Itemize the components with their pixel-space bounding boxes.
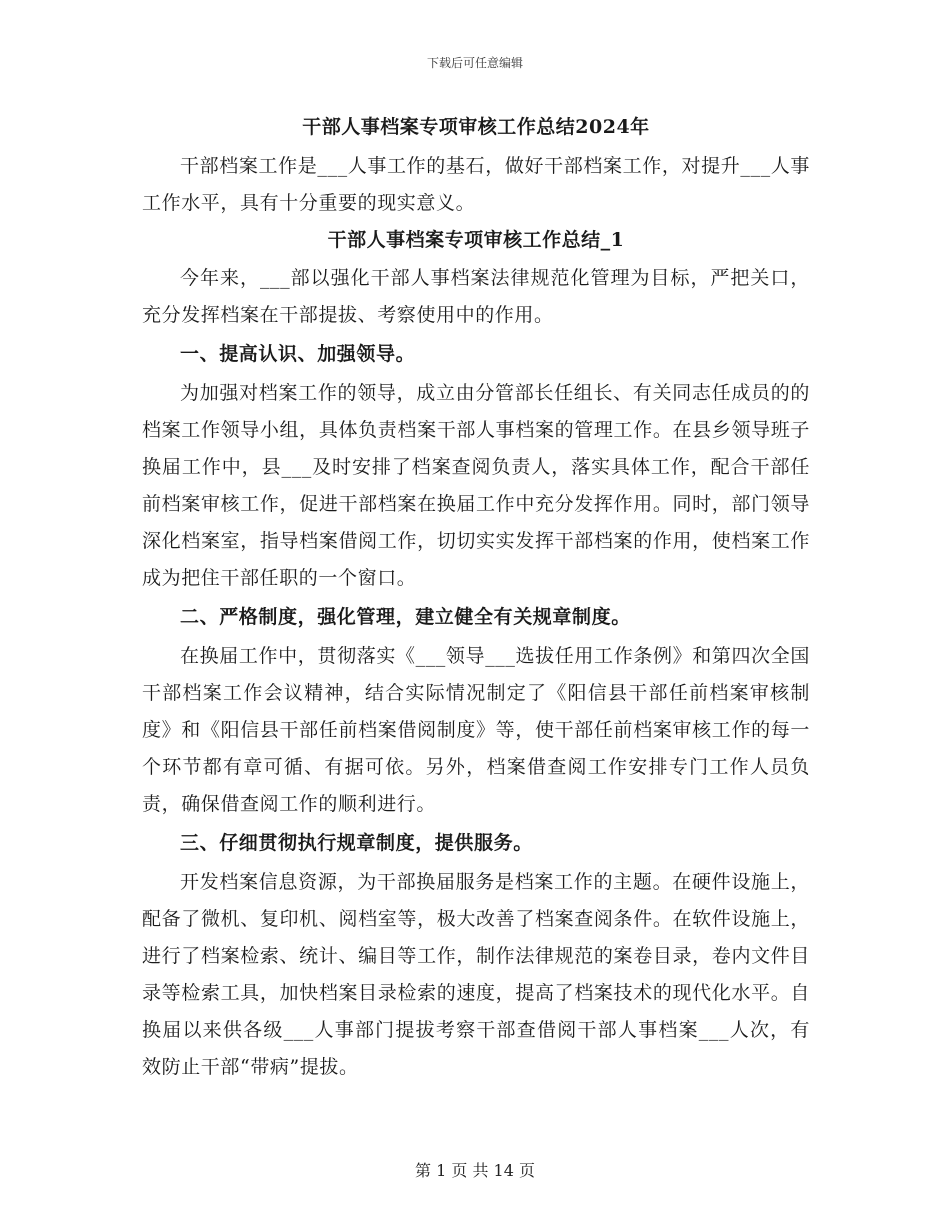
paragraph-1: 今年来，___部以强化干部人事档案法律规范化管理为目标，严把关口，充分发挥档案在干部提拔、考察使用中的作用。 xyxy=(142,267,810,326)
heading-2: 二、严格制度，强化管理，建立健全有关规章制度。 xyxy=(180,606,631,628)
heading-3: 三、仔细贯彻执行规章制度，提供服务。 xyxy=(180,832,533,854)
document-title: 干部人事档案专项审核工作总结2024年 xyxy=(302,116,650,138)
paragraph-2: 为加强对档案工作的领导，成立由分管部长任组长、有关同志任成员的的档案工作领导小组，具体负责档案干部人事档案的管理工作。在县乡领导班子换届工作中，县___及时安排了档案查阅负责人，落实具体工作，配合干部任前档案审核工作，促进干部档案在换届工作中充分发挥作用。同时，部门领导深化档案室，指导档案借阅工作，切切实实发挥干部档案的作用，使档案工作成为把住干部任职的一个窗口。 xyxy=(142,382,810,589)
heading-1: 一、提高认识、加强领导。 xyxy=(180,343,416,365)
paragraph-4: 开发档案信息资源，为干部换届服务是档案工作的主题。在硬件设施上，配备了微机、复印机、阅档室等，极大改善了档案查阅条件。在软件设施上，进行了档案检索、统计、编目等工作，制作法律规范的案卷目录，卷内文件目录等检索工具，加快档案目录检索的速度，提高了档案技术的现代化水平。自换届以来供各级___人事部门提拔考察干部查借阅干部人事档案___人次，有效防止干部“带病”提拔。 xyxy=(142,871,810,1078)
page-footer: 第 1 页 共 14 页 xyxy=(415,1161,535,1180)
header-note: 下载后可任意编辑 xyxy=(426,56,523,70)
document-body xyxy=(142,112,810,1086)
paragraph-3: 在换届工作中，贯彻落实《___领导___选拔任用工作条例》和第四次全国干部档案工作会议精神，结合实际情况制定了《阳信县干部任前档案审核制度》和《阳信县干部任前档案借阅制度》等，使干部任前档案审核工作的每一个环节都有章可循、有据可依。另外，档案借查阅工作安排专门工作人员负责，确保借查阅工作的顺利进行。 xyxy=(142,645,810,815)
intro-paragraph: 干部档案工作是___人事工作的基石，做好干部档案工作，对提升___人事工作水平，具有十分重要的现实意义。 xyxy=(142,155,810,214)
section-subtitle: 干部人事档案专项审核工作总结_1 xyxy=(327,229,625,251)
